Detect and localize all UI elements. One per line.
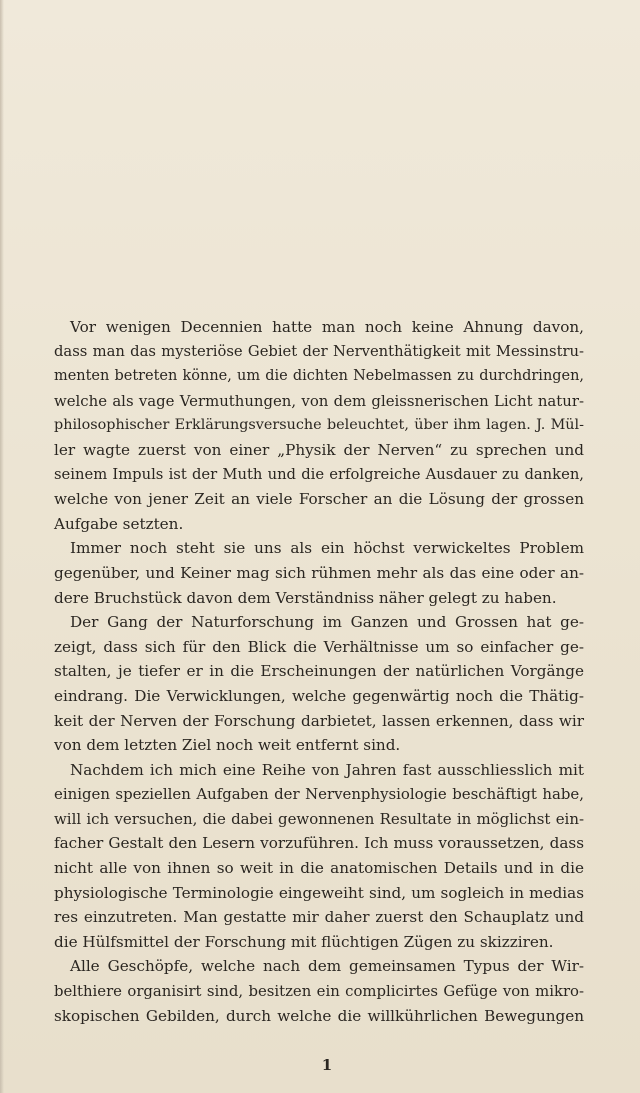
text-line: Aufgabe setzten. <box>54 514 184 533</box>
text-line: Immer noch steht sie uns als ein höchst verwickeltes Problem <box>70 539 584 558</box>
text-line: welche von jener Zeit an viele Forscher an die Lösung der grossen <box>54 490 584 509</box>
text-line: von dem letzten Ziel noch weit entfernt sind. <box>54 736 401 755</box>
text-line: Nachdem ich mich eine Reihe von Jahren fast ausschliesslich mit <box>70 760 584 779</box>
text-line: menten betreten könne, um die dichten Nebelmassen zu durchdringen, <box>54 368 584 385</box>
text-line: Vor wenigen Decennien hatte man noch keine Ahnung davon, <box>70 318 584 336</box>
body-text <box>54 315 584 1028</box>
text-line: Alle Geschöpfe, welche nach dem gemeinsamen Typus der Wir- <box>70 957 584 976</box>
text-line: philosophischer Erklärungsversuche beleuchtet, über ihm lagen. J. Mül- <box>54 417 584 434</box>
text-line: will ich versuchen, die dabei gewonnenen Resultate in möglichst ein- <box>54 809 584 828</box>
text-line: res einzutreten. Man gestatte mir daher zuerst den Schauplatz und <box>54 908 584 927</box>
text-line: dass man das mysteriöse Gebiet der Nerventhätigkeit mit Messinstru- <box>54 342 584 360</box>
text-line: seinem Impuls ist der Muth und die erfolgreiche Ausdauer zu danken, <box>54 465 584 483</box>
text-line: Der Gang der Naturforschung im Ganzen und Grossen hat ge- <box>70 613 584 632</box>
text-line: dere Bruchstück davon dem Verständniss näher gelegt zu haben. <box>54 588 557 607</box>
page-binding-edge <box>0 0 4 1093</box>
text-line: die Hülfsmittel der Forschung mit flüchtigen Zügen zu skizziren. <box>54 932 554 951</box>
text-line: einigen speziellen Aufgaben der Nervenphysiologie beschäftigt habe, <box>54 785 584 804</box>
text-line: eindrang. Die Verwicklungen, welche gegenwärtig noch die Thätig- <box>54 686 584 705</box>
text-line: belthiere organisirt sind, besitzen ein complicirtes Gefüge von mikro- <box>54 982 584 1001</box>
text-line: welche als vage Vermuthungen, von dem gleissnerischen Licht natur- <box>54 391 584 410</box>
page-number: 1 <box>321 1056 333 1074</box>
text-line: nicht alle von ihnen so weit in die anatomischen Details und in die <box>54 859 584 878</box>
text-line: facher Gestalt den Lesern vorzuführen. Ich muss voraussetzen, dass <box>54 834 584 853</box>
text-line: keit der Nerven der Forschung darbietet, lassen erkennen, dass wir <box>54 711 584 730</box>
text-line: skopischen Gebilden, durch welche die willkührlichen Bewegungen <box>54 1006 584 1025</box>
text-line: stalten, je tiefer er in die Erscheinungen der natürlichen Vorgänge <box>54 662 584 681</box>
text-line: ler wagte zuerst von einer „Physik der Nerven“ zu sprechen und <box>54 440 584 459</box>
text-line: physiologische Terminologie eingeweiht sind, um sogleich in medias <box>54 883 584 902</box>
text-line: zeigt, dass sich für den Blick die Verhältnisse um so einfacher ge- <box>54 637 584 656</box>
text-line: gegenüber, und Keiner mag sich rühmen mehr als das eine oder an- <box>54 563 584 582</box>
